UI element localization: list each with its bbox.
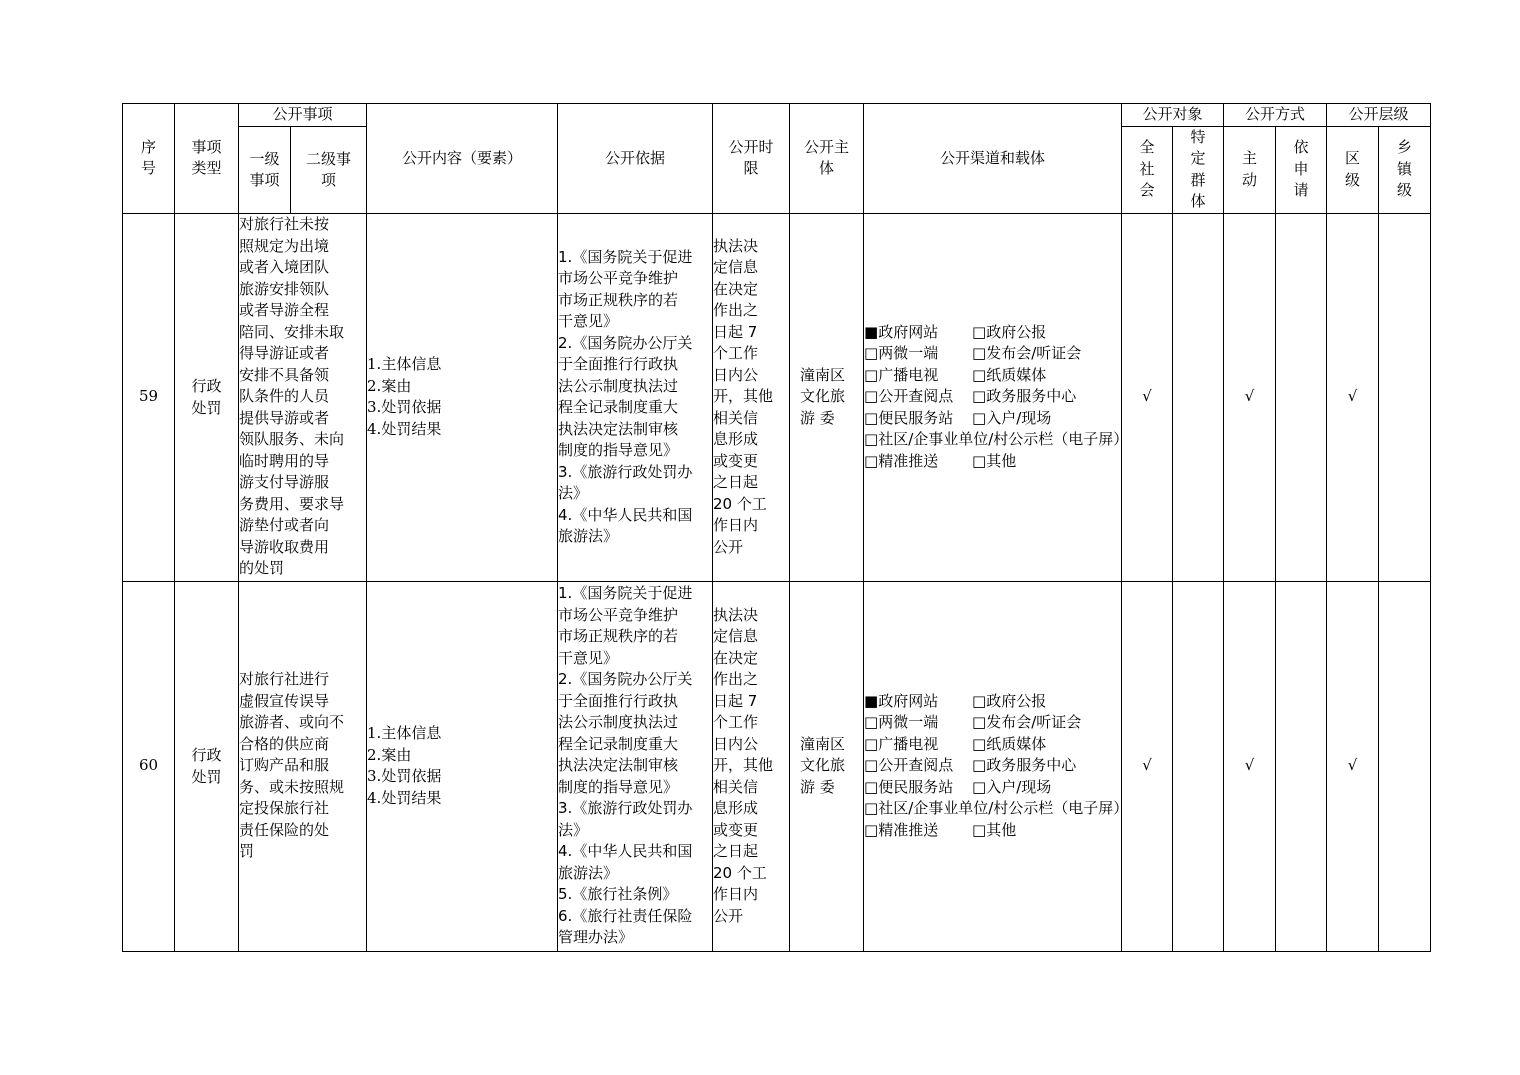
- channel-wechat-weibo: □两微一端: [864, 713, 939, 732]
- header-level-district: 区 级: [1327, 126, 1379, 213]
- row-type: 行政 处罚: [175, 213, 239, 581]
- row-item: 对旅行社未按 照规定为出境 或者入境团队 旅游安排领队 或者导游全程 陪同、安排未取 得导游证或者 安排不具备领 队条件的人员 提供导游或者 领队服务、未向 临时聘用的导 游支付导游服 务费用、要求导 游垫付或者向 导游收取费用 的处罚: [239, 213, 367, 581]
- row-subject: 潼南区 文化旅 游 委: [790, 213, 864, 581]
- channel-service-station: □便民服务站: [864, 408, 954, 427]
- header-target-all: 全 社 会: [1122, 126, 1173, 213]
- channel-onsite: □入户/现场: [972, 777, 1052, 796]
- header-level2: 二级事 项: [291, 126, 367, 213]
- channel-press-hearing: □发布会/听证会: [972, 344, 1082, 363]
- channel-other: □其他: [972, 820, 1017, 839]
- header-content: 公开内容（要素）: [367, 104, 558, 214]
- row-target-specific: [1173, 213, 1224, 581]
- channel-press-hearing: □发布会/听证会: [972, 713, 1082, 732]
- channel-service-center: □政务服务中心: [972, 387, 1077, 406]
- row-seq: 59: [123, 213, 175, 581]
- header-mode-active: 主 动: [1224, 126, 1276, 213]
- header-basis: 公开依据: [558, 104, 713, 214]
- table-row: [123, 581, 1431, 951]
- row-content: 1.主体信息 2.案由 3.处罚依据 4.处罚结果: [367, 581, 558, 951]
- row-target-specific: [1173, 581, 1224, 951]
- row-level-district: √: [1327, 581, 1379, 951]
- row-mode-active: √: [1224, 581, 1276, 951]
- channel-reading-point: □公开查阅点: [864, 387, 954, 406]
- row-subject: 潼南区 文化旅 游 委: [790, 581, 864, 951]
- channel-print-media: □纸质媒体: [972, 365, 1047, 384]
- table-row: [123, 213, 1431, 581]
- header-type: 事项 类型: [175, 104, 239, 214]
- channel-gov-gazette: □政府公报: [972, 322, 1047, 341]
- header-subject: 公开主 体: [790, 104, 864, 214]
- channel-broadcast-tv: □广播电视: [864, 365, 939, 384]
- row-type: 行政 处罚: [175, 581, 239, 951]
- header-level1: 一级 事项: [239, 126, 291, 213]
- channel-other: □其他: [972, 451, 1017, 470]
- row-level-district: √: [1327, 213, 1379, 581]
- row-item: 对旅行社进行 虚假宣传误导 旅游者、或向不 合格的供应商 订购产品和服 务、或未按照规 定投保旅行社 责任保险的处 罚: [239, 581, 367, 951]
- channel-targeted-push: □精准推送: [864, 451, 939, 470]
- row-content: 1.主体信息 2.案由 3.处罚依据 4.处罚结果: [367, 213, 558, 581]
- channel-gov-website: ■政府网站: [864, 322, 939, 341]
- header-level-group: 公开层级: [1327, 104, 1431, 127]
- disclosure-table: [122, 103, 1431, 952]
- header-public-item: 公开事项: [239, 104, 367, 127]
- row-channels: [864, 213, 1129, 581]
- row-basis: 1.《国务院关于促进 市场公平竞争维护 市场正规秩序的若 干意见》 2.《国务院办公厅关 于全面推行行政执 法公示制度执法过 程全记录制度重大 执法决定法制审核 制度的指导意见》 3.《旅游行政处罚办 法》 4.《中华人民共和国 旅游法》 5.《旅行社条例》 6.《旅行社责任保险 管理办法》: [558, 581, 713, 951]
- row-time-limit: 执法决 定信息 在决定 作出之 日起 7 个工作 日内公 开，其他 相关信 息形成 或变更 之日起 20 个工 作日内 公开: [713, 213, 790, 581]
- row-level-town: [1379, 581, 1431, 951]
- header-mode-group: 公开方式: [1224, 104, 1327, 127]
- row-mode-active: √: [1224, 213, 1276, 581]
- row-time-limit: 执法决 定信息 在决定 作出之 日起 7 个工作 日内公 开，其他 相关信 息形成 或变更 之日起 20 个工 作日内 公开: [713, 581, 790, 951]
- row-target-all: √: [1122, 581, 1173, 951]
- row-channels: [864, 581, 1129, 951]
- header-target-specific: 特 定 群 体: [1173, 126, 1224, 213]
- header-level-town: 乡 镇 级: [1379, 126, 1431, 213]
- channel-service-center: □政务服务中心: [972, 756, 1077, 775]
- header-target-group: 公开对象: [1122, 104, 1224, 127]
- header-seq: 序 号: [123, 104, 175, 214]
- row-level-town: [1379, 213, 1431, 581]
- channel-broadcast-tv: □广播电视: [864, 734, 939, 753]
- channel-bulletin-board: □社区/企事业单位/村公示栏（电子屏）: [864, 799, 1129, 818]
- header-mode-request: 依 申 请: [1276, 126, 1327, 213]
- channel-targeted-push: □精准推送: [864, 820, 939, 839]
- channel-wechat-weibo: □两微一端: [864, 344, 939, 363]
- row-mode-request: [1276, 581, 1327, 951]
- header-channels: 公开渠道和载体: [864, 104, 1122, 214]
- channel-service-station: □便民服务站: [864, 777, 954, 796]
- row-seq: 60: [123, 581, 175, 951]
- row-mode-request: [1276, 213, 1327, 581]
- channel-gov-gazette: □政府公报: [972, 691, 1047, 710]
- channel-reading-point: □公开查阅点: [864, 756, 954, 775]
- channel-gov-website: ■政府网站: [864, 691, 939, 710]
- row-basis: 1.《国务院关于促进 市场公平竞争维护 市场正规秩序的若 干意见》 2.《国务院办公厅关 于全面推行行政执 法公示制度执法过 程全记录制度重大 执法决定法制审核 制度的指导意见》 3.《旅游行政处罚办 法》 4.《中华人民共和国 旅游法》: [558, 213, 713, 581]
- header-time-limit: 公开时 限: [713, 104, 790, 214]
- channel-print-media: □纸质媒体: [972, 734, 1047, 753]
- channel-onsite: □入户/现场: [972, 408, 1052, 427]
- channel-bulletin-board: □社区/企事业单位/村公示栏（电子屏）: [864, 430, 1129, 449]
- header-row-1: [123, 104, 1431, 127]
- row-target-all: √: [1122, 213, 1173, 581]
